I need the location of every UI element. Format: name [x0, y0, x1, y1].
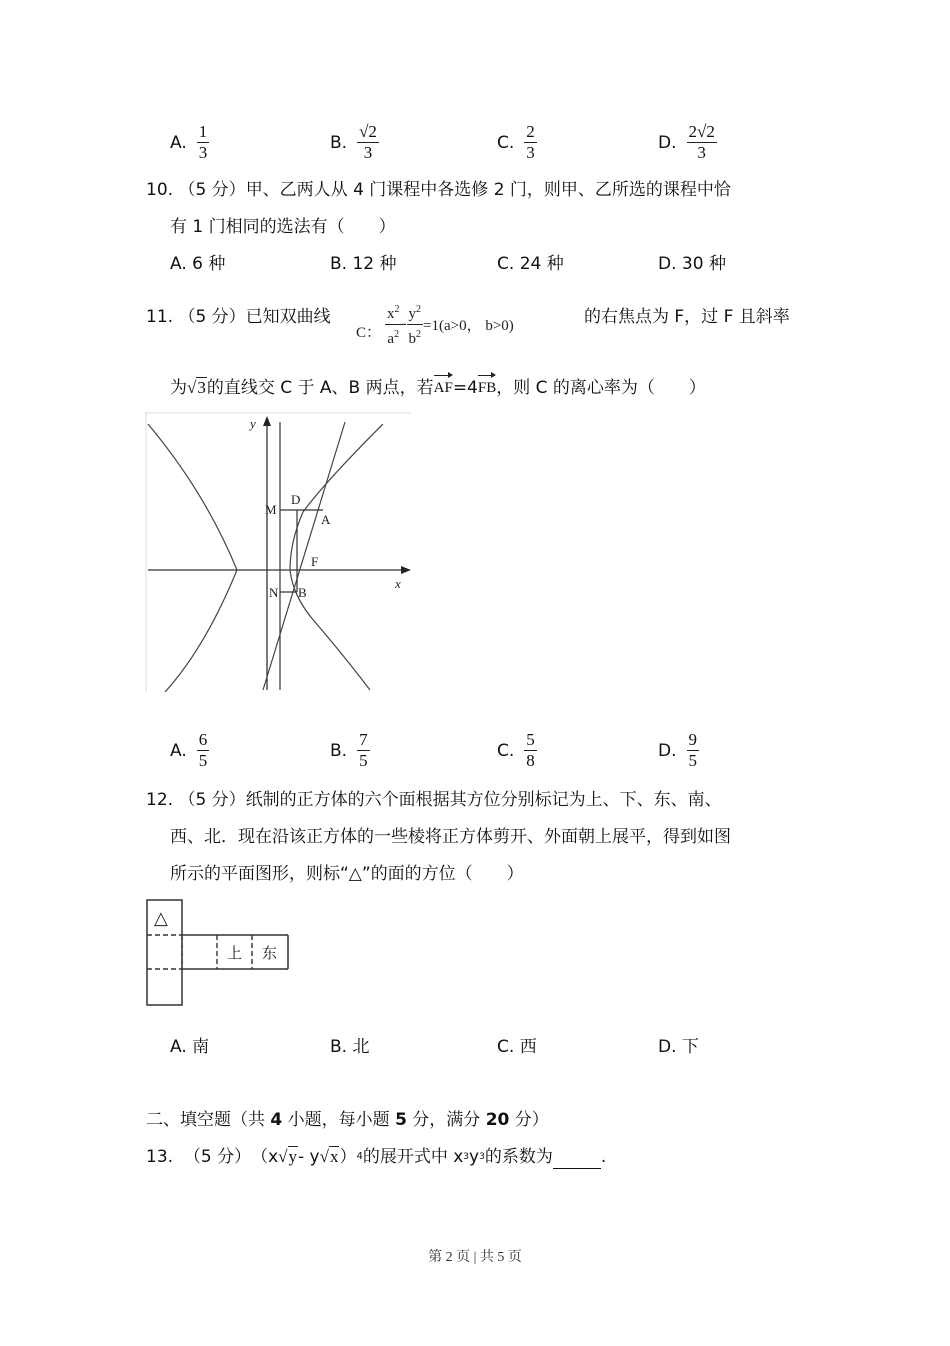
vector-fb: FB	[478, 376, 496, 400]
denominator: 5	[198, 751, 208, 770]
option-text: 30 种	[681, 254, 726, 274]
exponent: 2	[416, 329, 422, 340]
q12-line1	[146, 788, 722, 812]
text: y	[469, 1147, 480, 1167]
text: 为	[170, 378, 187, 398]
option-label: C.	[497, 132, 515, 153]
denominator: 3	[198, 143, 208, 162]
q9-option-d	[658, 122, 717, 163]
numerator: 5	[526, 730, 535, 749]
label-m: M	[265, 502, 277, 517]
numerator: 1	[198, 122, 208, 141]
q11-line1	[146, 305, 331, 329]
question-score: （5 分）	[183, 1147, 252, 1167]
question-number: 11.	[146, 307, 174, 327]
q12-line2: 西、北．现在沿该正方体的一些棱将正方体剪开、外面朝上展平，得到如图	[170, 827, 731, 847]
radicand: x	[329, 1147, 339, 1166]
option-label: A.	[170, 254, 187, 274]
numerator: √2	[359, 122, 377, 141]
exponent: 4	[356, 1151, 363, 1162]
a-term: a	[387, 331, 395, 347]
y-fraction	[407, 300, 424, 349]
option-text: 南	[192, 1037, 210, 1057]
sqrt-3: √3	[187, 378, 206, 397]
points-each: 5	[395, 1110, 407, 1130]
page-footer: 第 2 页 | 共 5 页	[428, 1250, 522, 1265]
option-text: 北	[352, 1037, 370, 1057]
q11-option-c	[497, 730, 537, 771]
label-y: y	[250, 416, 256, 431]
numerator: 9	[688, 730, 697, 749]
option-label: D.	[658, 1037, 677, 1057]
denominator: 5	[359, 751, 368, 770]
option-label: C.	[497, 254, 515, 274]
question-score: （5 分）	[178, 180, 246, 200]
text: ）	[339, 1147, 357, 1167]
exponent: 2	[394, 304, 400, 315]
text: 的系数为	[484, 1147, 553, 1167]
cube-net-diagram	[146, 899, 290, 1007]
option-label: D.	[658, 254, 677, 274]
question-score: （5 分）	[178, 307, 246, 327]
curve-name: C：	[356, 325, 382, 341]
q12-option-c	[497, 1035, 537, 1059]
fraction	[687, 730, 700, 771]
text: 的展开式中 x	[362, 1147, 464, 1167]
points-total: 20	[485, 1110, 510, 1130]
question-number: 10.	[146, 180, 174, 200]
q10-option-d	[658, 252, 726, 276]
option-label: B.	[330, 132, 348, 153]
exponent: 3	[479, 1152, 485, 1162]
denominator: 5	[688, 751, 697, 770]
fraction	[524, 730, 537, 771]
exponent: 2	[394, 329, 400, 340]
east-face-label: 东	[262, 944, 278, 962]
hyperbola-figure	[145, 412, 411, 692]
q9-option-b	[330, 122, 379, 163]
q12-option-d	[658, 1035, 699, 1059]
q11-line2	[170, 376, 706, 400]
y-term: y	[408, 306, 417, 322]
q11-option-a	[170, 730, 209, 771]
option-text: 6 种	[192, 254, 226, 274]
text: ，则 C 的离心率为（ ）	[496, 378, 706, 398]
option-text: 下	[681, 1037, 699, 1057]
label-b: B	[298, 585, 307, 600]
fraction	[357, 730, 370, 771]
label-x: x	[395, 576, 401, 591]
label-n: N	[269, 585, 279, 600]
text: 的直线交 C 于 A、B 两点，若	[206, 378, 434, 398]
q12-line3: 所示的平面图形，则标“△”的面的方位（ ）	[170, 864, 524, 884]
q12-option-a	[170, 1035, 209, 1059]
question-text: 甲、乙两人从 4 门课程中各选修 2 门，则甲、乙所选的课程中恰	[245, 180, 731, 200]
text: - y	[298, 1147, 320, 1167]
x-fraction	[385, 300, 402, 349]
q10-option-a	[170, 252, 225, 276]
question-score: （5 分）	[178, 790, 246, 810]
option-label: B.	[330, 254, 348, 274]
sqrt-x: √x	[319, 1147, 339, 1166]
answer-blank[interactable]	[553, 1150, 601, 1169]
q10-line2: 有 1 门相同的选法有（ ）	[170, 217, 396, 237]
fraction	[687, 122, 717, 163]
question-count: 4	[270, 1110, 283, 1130]
option-label: B.	[330, 740, 348, 761]
label-f: F	[311, 554, 319, 569]
sqrt-y: √y	[278, 1147, 297, 1166]
q13-line	[146, 1145, 606, 1169]
numerator: 2	[526, 122, 535, 141]
option-label: C.	[497, 740, 515, 761]
numerator: 6	[198, 730, 208, 749]
q9-option-a	[170, 122, 209, 163]
triangle-face-label: △	[154, 908, 168, 929]
label-d: D	[291, 492, 301, 507]
denominator: 3	[363, 143, 373, 162]
denominator: 3	[697, 143, 706, 162]
hyperbola-equation	[356, 300, 514, 349]
q11-line1-post: 的右焦点为 F，过 F 且斜率	[584, 307, 790, 327]
option-label: A.	[170, 740, 187, 761]
cube-net-figure	[146, 899, 290, 1007]
up-face-label: 上	[227, 944, 243, 962]
fraction	[197, 122, 210, 163]
text: 分，满分	[406, 1110, 486, 1130]
q11-option-b	[330, 730, 370, 771]
fraction	[524, 122, 537, 163]
text: =4	[452, 378, 478, 398]
question-text: 纸制的正方体的六个面根据其方位分别标记为上、下、东、南、	[245, 790, 722, 810]
option-label: A.	[170, 1037, 187, 1057]
radicand: y	[288, 1147, 297, 1166]
text: （x	[251, 1147, 279, 1167]
option-label: D.	[658, 740, 677, 761]
numerator: 2√2	[688, 122, 715, 141]
q10-option-b	[330, 252, 397, 276]
option-text: 12 种	[352, 254, 397, 274]
q9-option-c	[497, 122, 537, 163]
option-label: D.	[658, 132, 677, 153]
minus-sign: -	[401, 316, 407, 332]
equation-condition: =1(a>0， b>0)	[423, 318, 514, 334]
text: 二、填空题（共	[146, 1110, 271, 1130]
radicand: 3	[197, 378, 206, 397]
vector-af: AF	[434, 376, 453, 400]
x-term: x	[387, 306, 395, 322]
fraction	[357, 122, 379, 163]
option-text: 西	[519, 1037, 537, 1057]
section2-heading	[146, 1108, 549, 1132]
text: .	[600, 1147, 607, 1167]
b-term: b	[408, 331, 417, 347]
option-text: 24 种	[519, 254, 564, 274]
q12-option-b	[330, 1035, 369, 1059]
question-number: 12.	[146, 790, 174, 810]
option-label: C.	[497, 1037, 515, 1057]
option-label: A.	[170, 132, 187, 153]
question-text: 已知双曲线	[245, 307, 331, 327]
fraction	[197, 730, 210, 771]
denominator: 3	[526, 143, 535, 162]
q10-option-c	[497, 252, 564, 276]
denominator: 8	[526, 751, 535, 770]
q11-option-d	[658, 730, 699, 771]
exponent: 2	[416, 304, 422, 315]
label-a: A	[321, 512, 331, 527]
option-label: B.	[330, 1037, 348, 1057]
exponent: 3	[463, 1152, 470, 1162]
hyperbola-diagram	[145, 412, 411, 692]
text: 分）	[509, 1110, 549, 1130]
question-number: 13.	[146, 1147, 174, 1167]
q10-line1	[146, 178, 731, 202]
text: 小题，每小题	[282, 1110, 396, 1130]
numerator: 7	[359, 730, 368, 749]
